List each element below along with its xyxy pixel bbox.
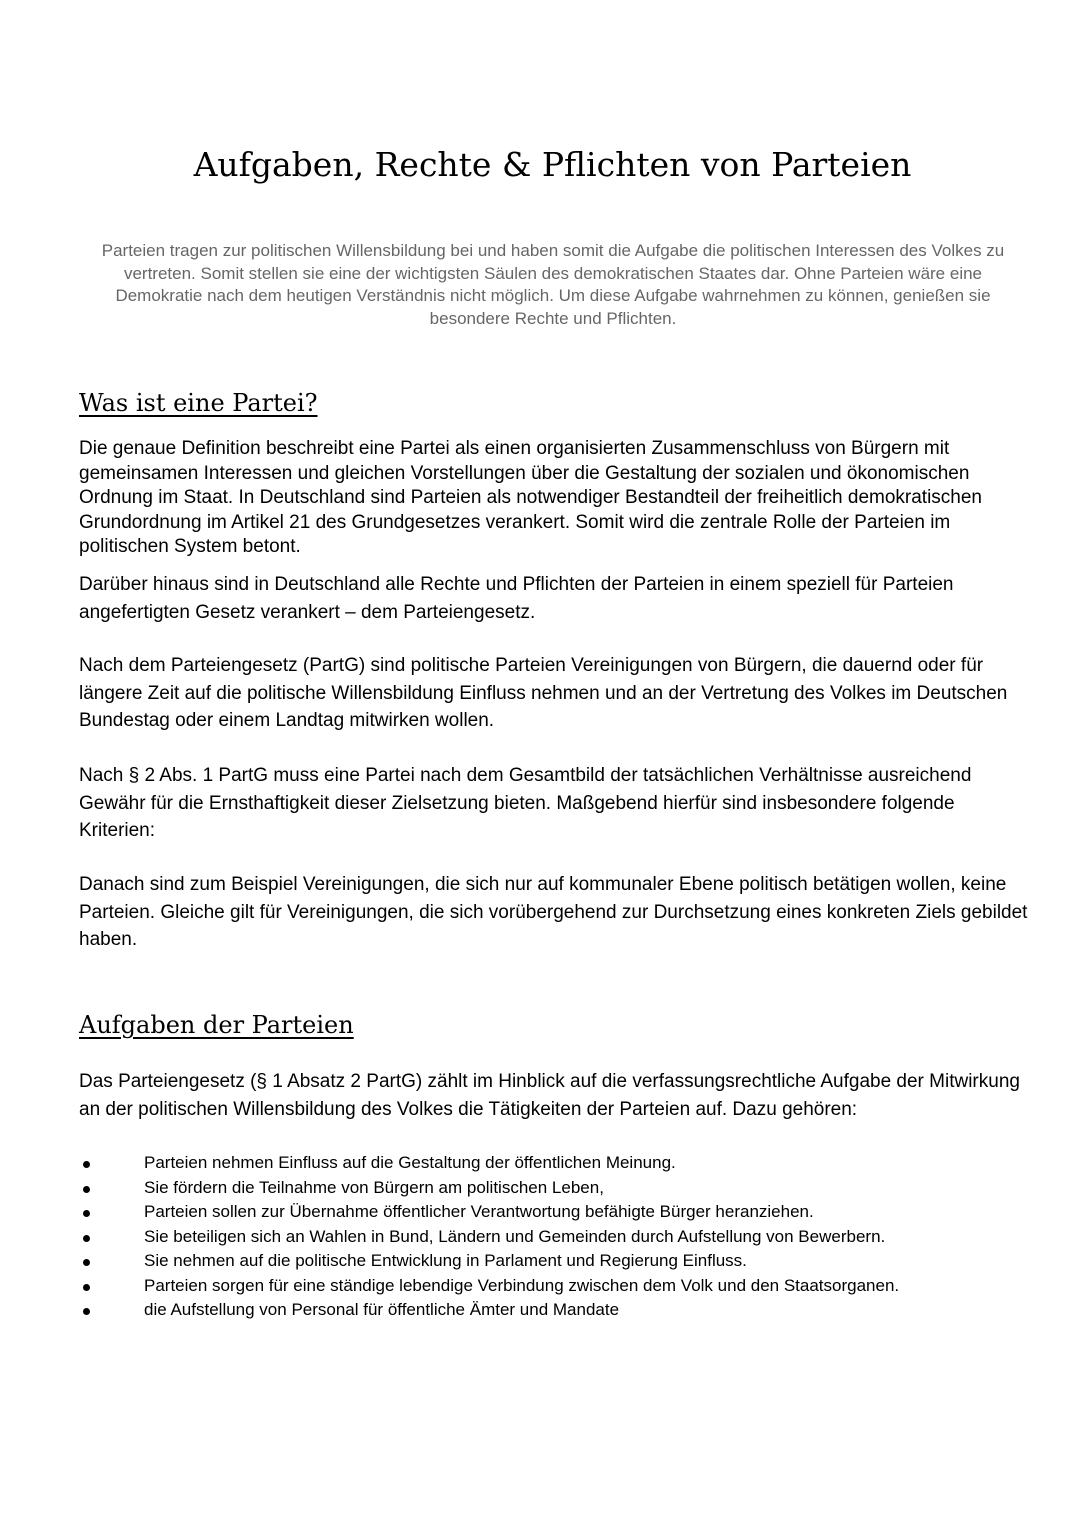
intro-paragraph: Parteien tragen zur politischen Willensbildung bei und haben somit die Aufgabe die politischen Interessen des Volkes zu vertreten. Somit stellen sie eine der wichtigsten Säulen des demokratischen Staates dar. Ohne Parteien wäre eine Demokratie nach dem heutigen Verständnis nicht möglich. Um diese Aufgabe wahrnehmen zu können, genießen sie besondere Rechte und Pflichten. bbox=[101, 241, 1005, 328]
exclusions-paragraph: Danach sind zum Beispiel Vereinigungen, die sich nur auf kommunaler Ebene politisch betätigen wollen, keine Parteien. Gleiche gilt für Vereinigungen, die sich vorübergehend zur Durchsetzung eines konkreten Ziels gebildet haben. bbox=[79, 874, 1028, 950]
definition-paragraph: Die genaue Definition beschreibt eine Partei als einen organisierten Zusammenschluss von Bürgern mit gemeinsamen Interessen und gleichen Vorstellungen über die Gestaltung der sozialen und ökonomischen Ordnung im Staat. In Deutschland sind Parteien als notwendiger Bestandteil der freiheitlich demokratischen Grundordnung im Artikel 21 des Grundgesetzes verankert. Somit wird die zentrale Rolle der Parteien im politischen System betont. bbox=[79, 438, 983, 557]
list-item bbox=[79, 1249, 1039, 1274]
list-item-text: Sie nehmen auf die politische Entwicklung in Parlament und Regierung Einfluss. bbox=[144, 1251, 747, 1270]
bullet-icon bbox=[83, 1259, 90, 1266]
list-item-text: Parteien sollen zur Übernahme öffentlicher Verantwortung befähigte Bürger heranziehen. bbox=[144, 1202, 814, 1221]
list-item-text: Sie fördern die Teilnahme von Bürgern am politischen Leben, bbox=[144, 1177, 604, 1197]
aufgaben-intro-paragraph: Das Parteiengesetz (§ 1 Absatz 2 PartG) zählt im Hinblick auf die verfassungsrechtliche Aufgabe der Mitwirkung an der politischen Willensbildung des Volkes die Tätigkeiten der Parteien auf. Dazu gehören: bbox=[79, 1071, 1020, 1120]
list-item-text: die Aufstellung von Personal für öffentliche Ämter und Mandate bbox=[144, 1300, 620, 1319]
bullet-icon bbox=[83, 1308, 90, 1315]
bullet-icon bbox=[83, 1186, 90, 1193]
page-title: Aufgaben, Rechte & Pflichten von Parteien bbox=[193, 145, 912, 184]
list-item bbox=[79, 1200, 1039, 1225]
partg-definition-paragraph: Nach dem Parteiengesetz (PartG) sind politische Parteien Vereinigungen von Bürgern, die dauernd oder für längere Zeit auf die politische Willensbildung Einfluss nehmen und an der Vertretung des Volkes im Deutschen Bundestag oder einem Landtag mitwirken wollen. bbox=[79, 655, 1008, 731]
bullet-icon bbox=[83, 1161, 90, 1168]
list-item bbox=[79, 1274, 1039, 1299]
parteiengesetz-paragraph: Darüber hinaus sind in Deutschland alle Rechte und Pflichten der Parteien in einem speziell für Parteien angefertigten Gesetz verankert – dem Parteiengesetz. bbox=[79, 574, 954, 623]
section-heading-was-ist-eine-partei: Was ist eine Partei? bbox=[79, 389, 318, 417]
section-heading-aufgaben-der-parteien: Aufgaben der Parteien bbox=[79, 1011, 354, 1039]
list-item-text: Sie beteiligen sich an Wahlen in Bund, Ländern und Gemeinden durch Aufstellung von Bewerbern. bbox=[144, 1226, 886, 1246]
list-item bbox=[79, 1225, 1039, 1250]
aufgaben-list bbox=[79, 1151, 1039, 1323]
bullet-icon bbox=[83, 1235, 90, 1242]
partg-criteria-paragraph: Nach § 2 Abs. 1 PartG muss eine Partei nach dem Gesamtbild der tatsächlichen Verhältnisse ausreichend Gewähr für die Ernsthaftigkeit dieser Zielsetzung bieten. Maßgebend hierfür sind insbesondere folgende Kriterien: bbox=[79, 765, 972, 841]
list-item bbox=[79, 1151, 1039, 1176]
list-item bbox=[79, 1176, 1039, 1201]
list-item bbox=[79, 1298, 1039, 1323]
bullet-icon bbox=[83, 1284, 90, 1291]
bullet-icon bbox=[83, 1210, 90, 1217]
list-item-text: Parteien nehmen Einfluss auf die Gestaltung der öffentlichen Meinung. bbox=[144, 1153, 676, 1172]
list-item-text: Parteien sorgen für eine ständige lebendige Verbindung zwischen dem Volk und den Staatsorganen. bbox=[144, 1275, 900, 1295]
